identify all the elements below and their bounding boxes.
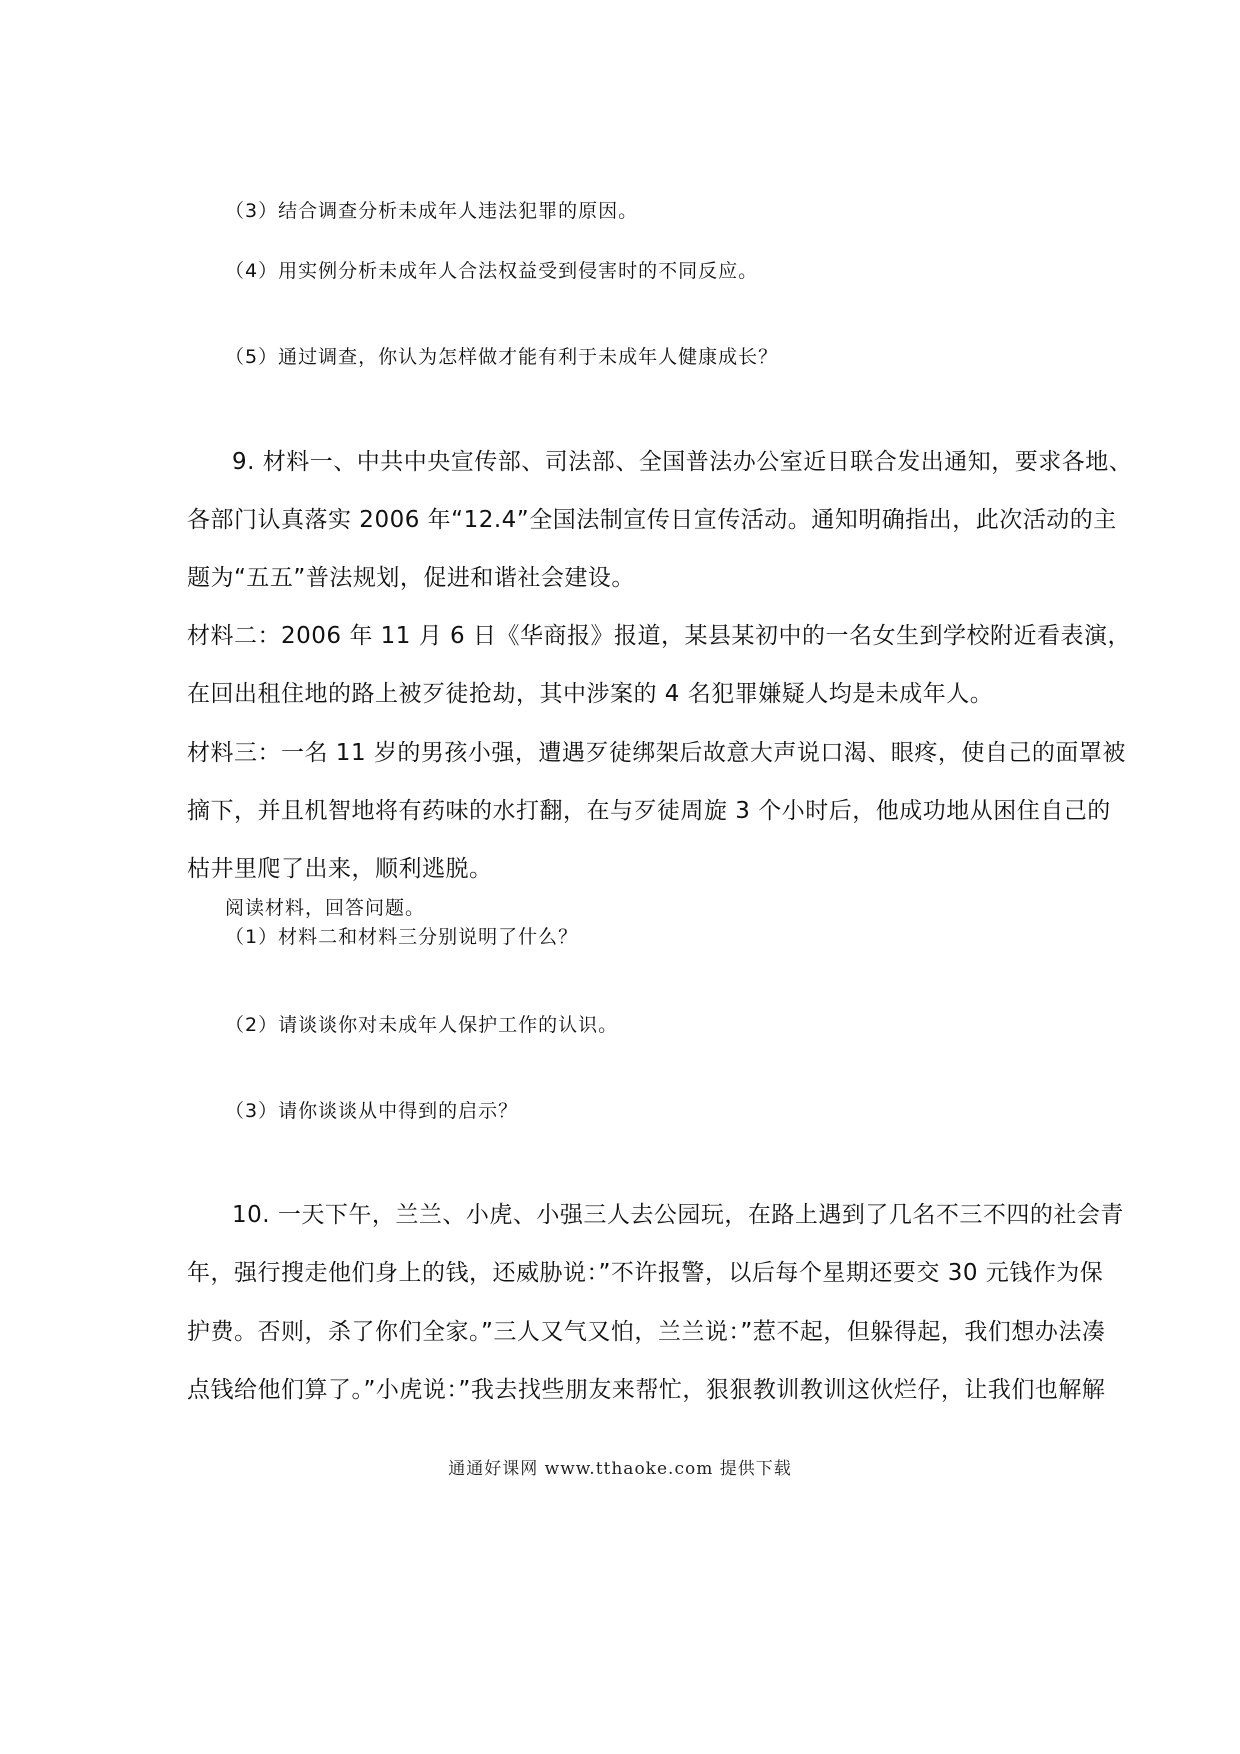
q9-material2-line1: 材料二：2006 年 11 月 6 日《华商报》报道，某县某初中的一名女生到学校附近看表演， [187,623,1131,649]
q9-material3-line1: 材料三：一名 11 岁的男孩小强，遭遇歹徒绑架后故意大声说口渴、眼疼，使自己的面罩被 [187,740,1126,766]
q9-instruction: 阅读材料，回答问题。 [225,897,426,919]
page-footer: 通通好课网 www.tthaoke.com 提供下载 [448,1459,792,1479]
q9-material1-line3: 题为“五五”普法规划，促进和谐社会建设。 [187,565,635,591]
q9-material1-line1: 9. 材料一、中共中央宣传部、司法部、全国普法办公室近日联合发出通知，要求各地、 [232,449,1133,475]
q9-material3-line2: 摘下，并且机智地将有药味的水打翻，在与歹徒周旋 3 个小时后，他成功地从困住自己的 [187,798,1111,824]
question-item-4: （4）用实例分析未成年人合法权益受到侵害时的不同反应。 [225,260,759,282]
q10-line4: 点钱给他们算了。”小虎说：”我去找些朋友来帮忙，狠狠教训教训这伙烂仔，让我们也解解 [187,1377,1106,1403]
q9-subquestion-1: （1）材料二和材料三分别说明了什么？ [225,926,579,948]
q9-material3-line3: 枯井里爬了出来，顺利逃脱。 [187,856,493,882]
q9-subquestion-2: （2）请谈谈你对未成年人保护工作的认识。 [225,1014,619,1036]
q10-line1: 10. 一天下午，兰兰、小虎、小强三人去公园玩，在路上遇到了几名不三不四的社会青 [232,1202,1124,1228]
q9-material2-line2: 在回出租住地的路上被歹徒抢劫，其中涉案的 4 名犯罪嫌疑人均是未成年人。 [187,681,994,707]
q10-line3: 护费。否则，杀了你们全家。”三人又气又怕，兰兰说：”惹不起，但躲得起，我们想办法凑 [187,1319,1106,1345]
q9-subquestion-3: （3）请你谈谈从中得到的启示？ [225,1100,519,1122]
question-item-5: （5）通过调查，你认为怎样做才能有利于未成年人健康成长？ [225,346,779,368]
q10-line2: 年，强行搜走他们身上的钱，还威胁说：”不许报警，以后每个星期还要交 30 元钱作为保 [187,1260,1104,1286]
q9-material1-line2: 各部门认真落实 2006 年“12.4”全国法制宣传日宣传活动。通知明确指出，此次活动的主 [187,507,1117,533]
question-item-3: （3）结合调查分析未成年人违法犯罪的原因。 [225,200,639,222]
